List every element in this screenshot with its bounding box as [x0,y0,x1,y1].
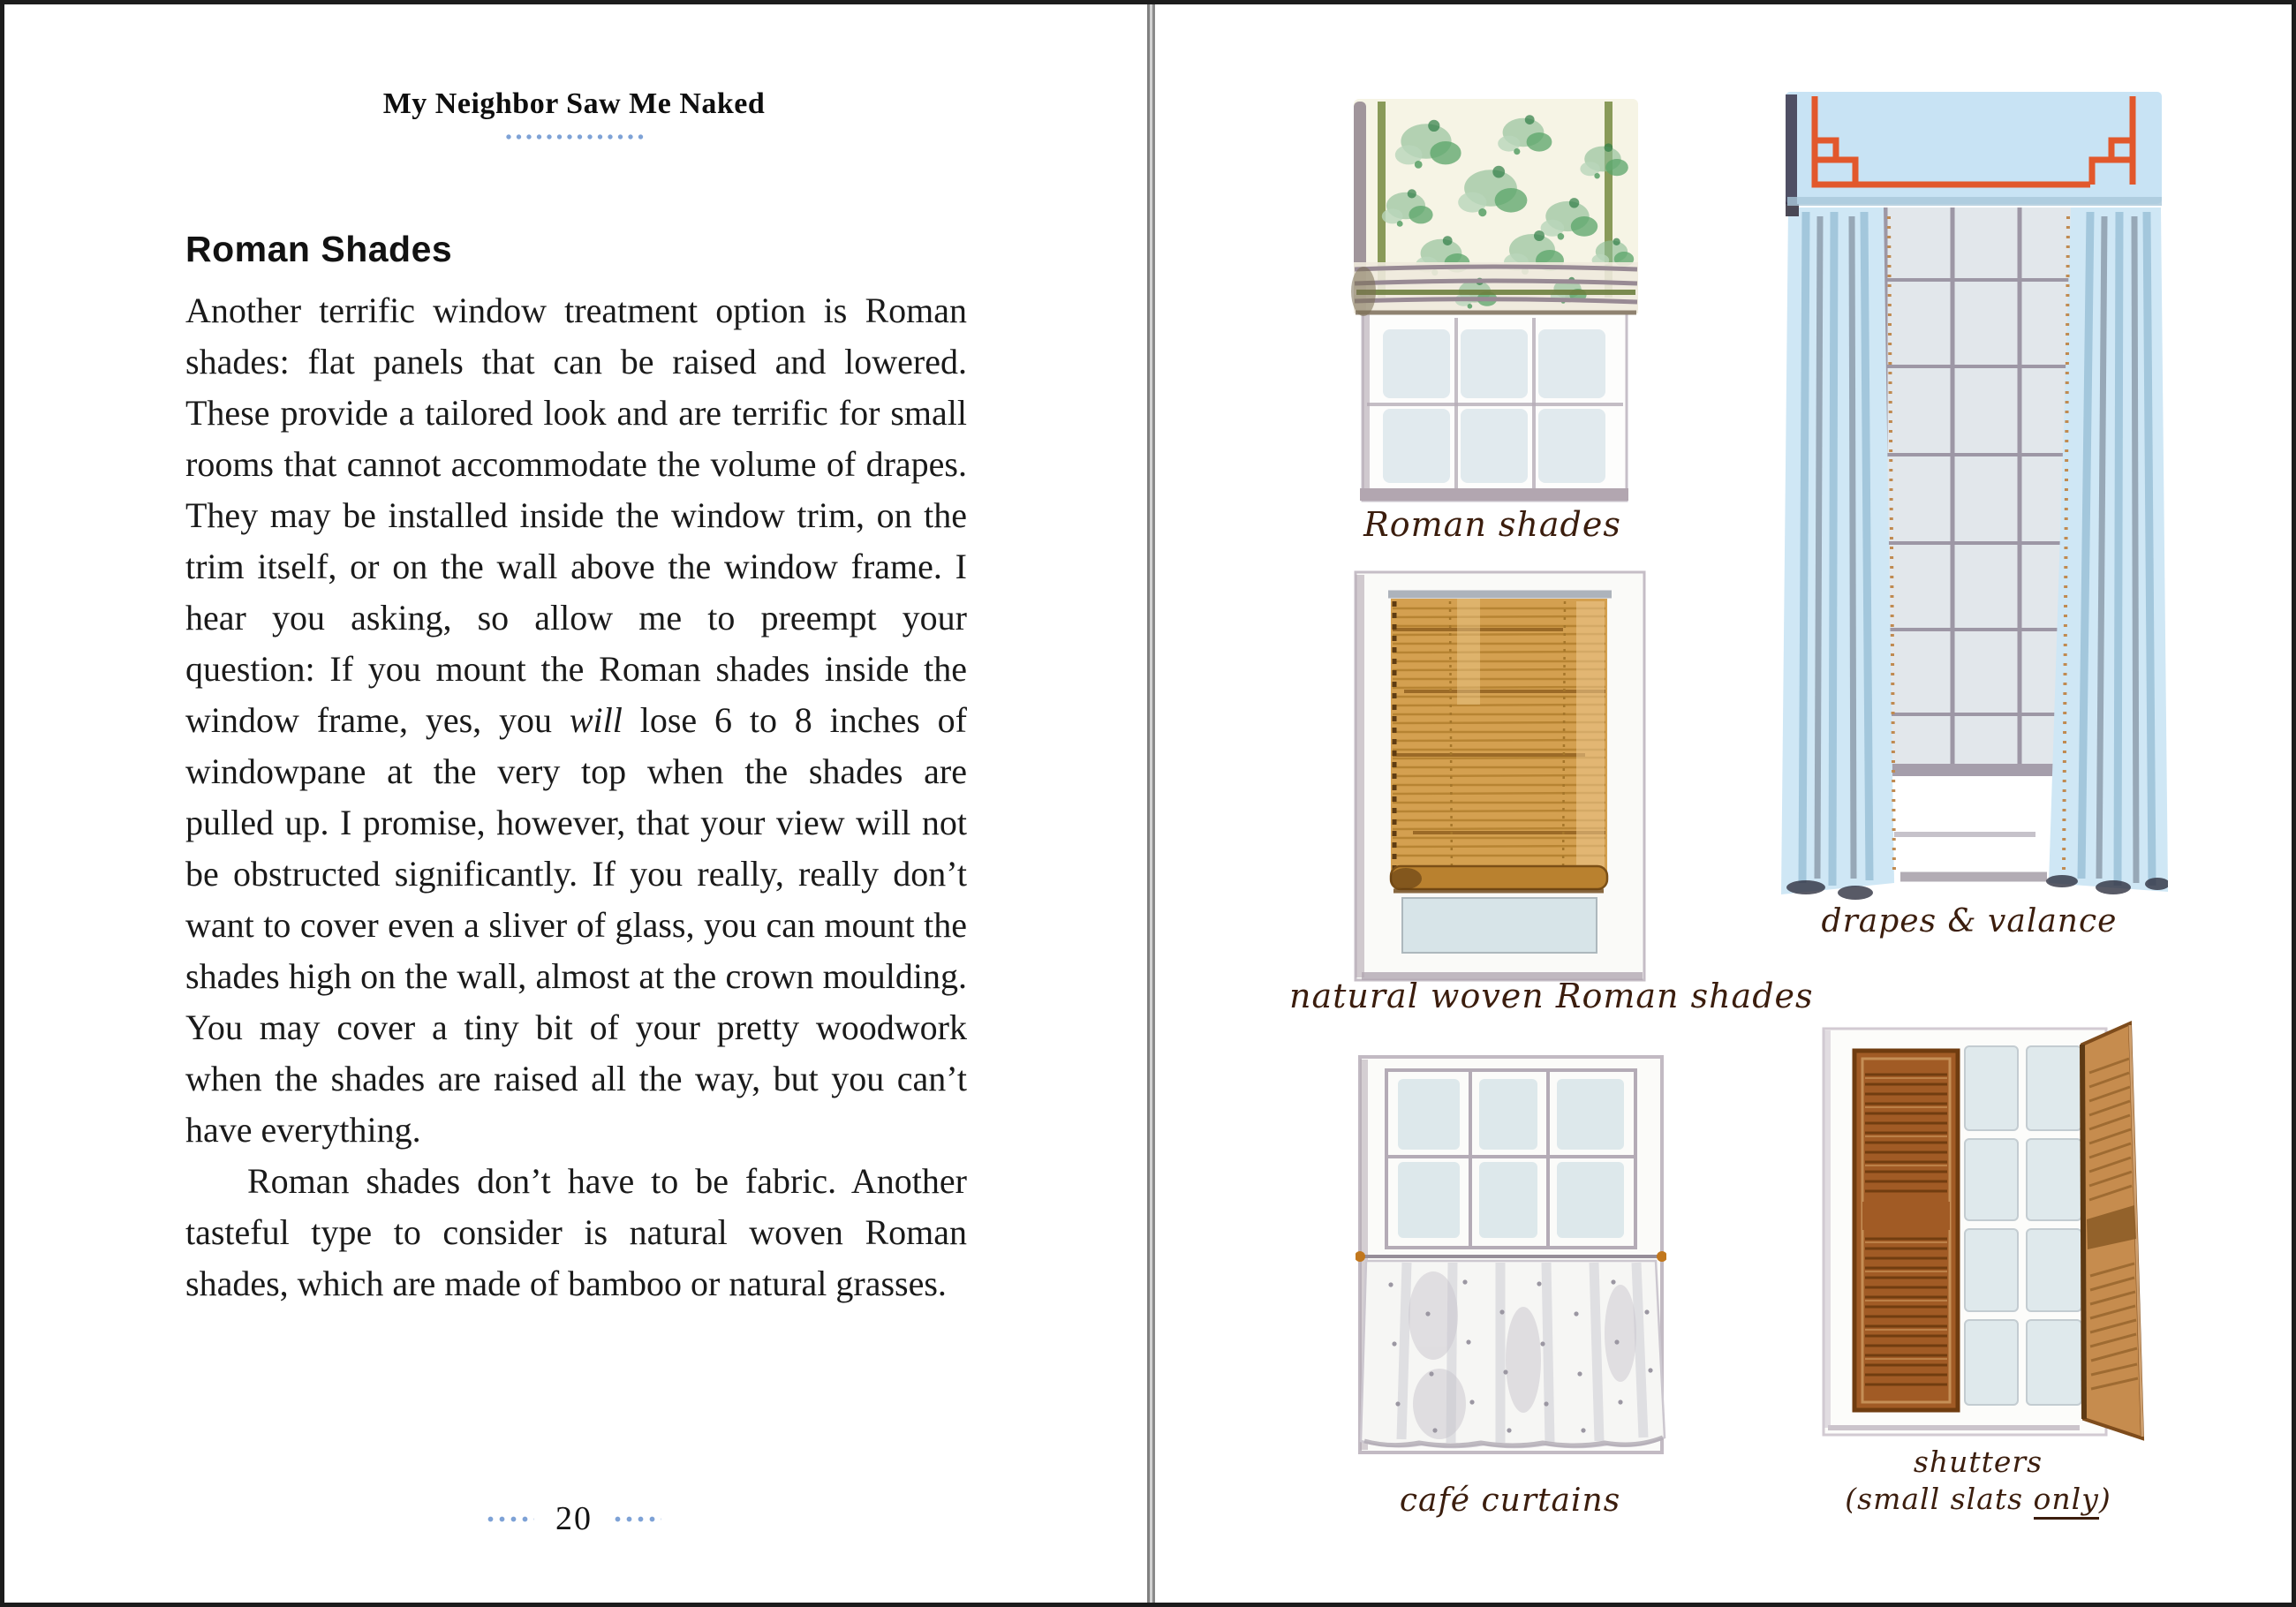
bamboo-shade [1390,599,1607,891]
page-gutter-divider [1147,4,1155,1607]
caption-shutters-line2 [1815,1481,2141,1517]
drapes-valance-illustration [1779,84,2168,914]
shutters-illustration [1815,1020,2150,1444]
section-heading: Roman Shades [185,229,453,269]
caption-cafe-curtains: café curtains [1399,1483,1621,1519]
natural-woven-roman-shades-illustration [1351,568,1647,987]
running-head: My Neighbor Saw Me Naked [382,87,766,120]
floral-roman-shade [1351,99,1638,316]
window [1360,313,1628,501]
open-shutter [2082,1023,2142,1438]
caption-shutters-line1: shutters [1913,1445,2043,1479]
caption-note-pre: (small slats [1845,1482,2034,1516]
paragraph-2: Roman shades don’t have to be fabric. Another tasteful type to consider is natural woven Roman shades, which are made of bamboo or natural grasses. [185,1161,967,1303]
cafe-curtains-illustration [1356,1051,1666,1470]
page-number-dots-right [614,1515,661,1523]
valance [1786,92,2162,216]
caption-note-underlined: only [2034,1482,2099,1520]
roman-shades-illustration [1342,93,1643,508]
closed-shutter [1854,1051,1958,1410]
page-number-dots-left [487,1515,534,1523]
body-text [185,285,967,1309]
running-head-dots [505,133,646,140]
paragraph-1: Another terrific window treatment option is Roman shades: flat panels that can be raised and lowered. These provide a tailored look and are terrific for small rooms that cannot accommodate the volume of drapes. They may be installed inside the window trim, on the trim itself, or on the wall above the window frame. I hear you asking, so allow me to preempt your question: If you mount the Roman shades inside the window frame, yes, you will lose 6 to 8 inches of windowpane at the very top when the shades are pulled up. I promise, however, that your view will not be obstructed significantly. If you really, really don’t want to cover even a sliver of glass, you can mount the shades high on the wall, almost at the crown moulding. You may cover a tiny bit of your pretty woodwork when the shades are raised all the way, but you can’t have everything. [185,290,967,1150]
caption-roman-shades: Roman shades [1363,505,1621,544]
window-pane [1402,898,1597,953]
caption-note-post: ) [2098,1482,2111,1516]
cafe-curtain [1361,1261,1665,1447]
caption-natural-woven: natural woven Roman shades [1289,977,1814,1015]
caption-drapes-valance: drapes & valance [1821,903,2118,939]
page-number-row [185,1498,963,1539]
page-number: 20 [555,1500,593,1537]
